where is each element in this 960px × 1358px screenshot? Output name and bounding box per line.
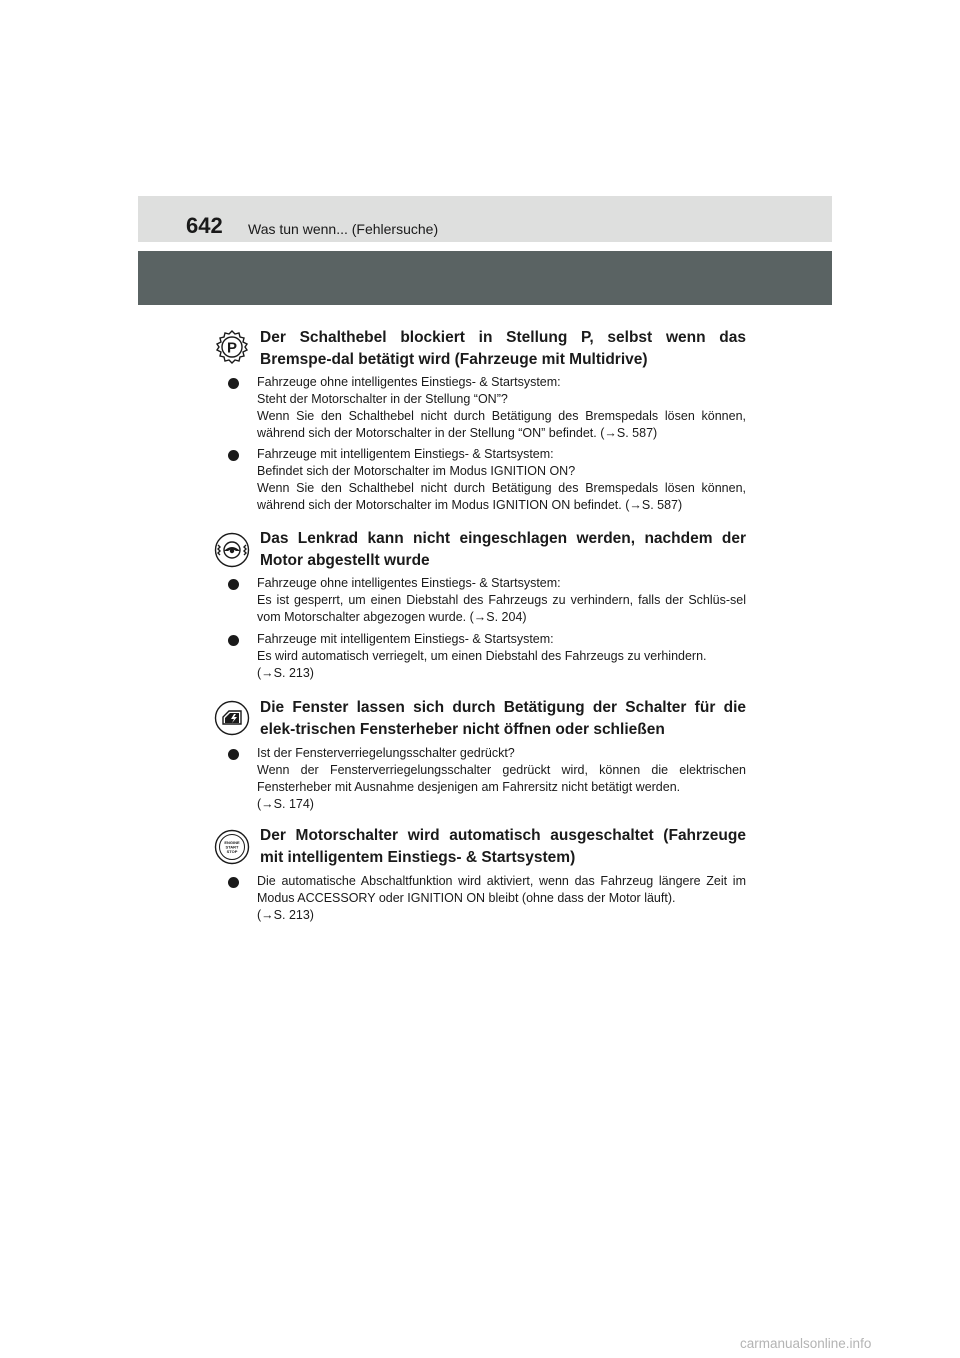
item-text (257, 745, 746, 813)
item-line: Wenn Sie den Schalthebel nicht durch Betätigung des Bremspedals lösen können, während sich der Motorschalter im Modus IGNITION ON befindet. (→S. 587) (257, 481, 746, 512)
list-item (228, 631, 746, 682)
bullet-icon (228, 749, 239, 760)
item-text (257, 446, 746, 514)
section-band (138, 251, 832, 305)
item-text (257, 873, 746, 924)
park-gear-icon (214, 329, 250, 365)
running-title: Was tun wenn... (Fehlersuche) (248, 221, 439, 237)
list-item (228, 873, 746, 924)
item-line: Wenn Sie den Schalthebel nicht durch Betätigung des Bremspedals lösen können, während sich der Motorschalter in der Stellung “ON” befindet. (→S. 587) (257, 409, 746, 440)
item-text (257, 631, 746, 682)
svg-text:P: P (226, 339, 238, 357)
item-line: Fahrzeuge mit intelligentem Einstiegs- & Startsystem: (257, 447, 554, 461)
icon-label-stop: STOP (226, 849, 238, 854)
item-line: Steht der Motorschalter in der Stellung “ON”? (257, 392, 508, 406)
item-line: Es ist gesperrt, um einen Diebstahl des Fahrzeugs zu verhindern, falls der Schlüs-sel vom Motorschalter abgezogen wurde. (→S. 204) (257, 593, 746, 624)
bullet-icon (228, 450, 239, 461)
section-title: Das Lenkrad kann nicht eingeschlagen werden, nachdem der Motor abgestellt wurde (260, 530, 746, 569)
list-item (228, 374, 746, 442)
item-line: Fahrzeuge mit intelligentem Einstiegs- & Startsystem: (257, 632, 554, 646)
item-line: (→S. 213) (257, 666, 314, 680)
section-power-windows (214, 697, 746, 819)
page-number: 642 (186, 213, 223, 238)
bullet-icon (228, 877, 239, 888)
item-line: Ist der Fensterverriegelungsschalter gedrückt? (257, 746, 515, 760)
item-line: (→S. 174) (257, 797, 314, 811)
item-line: Die automatische Abschaltfunktion wird aktiviert, wenn das Fahrzeug längere Zeit im Modus ACCESSORY oder IGNITION ON bleibt (ohne dass der Motor läuft). (257, 874, 746, 905)
list-item (228, 575, 746, 626)
bullet-icon (228, 635, 239, 646)
item-line: Fahrzeuge ohne intelligentes Einstiegs- & Startsystem: (257, 375, 561, 389)
item-line: Wenn der Fensterverriegelungsschalter gedrückt wird, können die elektrischen Fensterheber mit Ausnahme desjenigen am Fahrersitz nicht betätigt werden. (257, 763, 746, 794)
section-shift-lever (214, 327, 746, 527)
item-line: Es wird automatisch verriegelt, um einen Diebstahl des Fahrzeugs zu verhindern. (257, 649, 707, 663)
item-text (257, 374, 746, 442)
item-line: Befindet sich der Motorschalter im Modus IGNITION ON? (257, 464, 576, 478)
engine-start-stop-button-icon (214, 829, 250, 865)
list-item (228, 446, 746, 514)
bullet-icon (228, 579, 239, 590)
steering-lock-icon (214, 532, 250, 568)
section-title: Der Schalthebel blockiert in Stellung P, selbst wenn das Bremspe-dal betätigt wird (Fahrzeuge mit Multidrive) (260, 329, 746, 368)
item-line: (→S. 213) (257, 908, 314, 922)
icon-label-start: START (225, 844, 239, 850)
section-title: Der Motorschalter wird automatisch ausgeschaltet (Fahrzeuge mit intelligentem Einstiegs- & Startsystem) (260, 827, 746, 866)
list-item (228, 745, 746, 813)
bullet-icon (228, 378, 239, 389)
section-engine-switch (214, 825, 746, 935)
section-title: Die Fenster lassen sich durch Betätigung der Schalter für die elek-trischen Fensterheber nicht öffnen oder schließen (260, 699, 746, 738)
item-text (257, 575, 746, 626)
watermark: carmanualsonline.info (740, 1336, 872, 1351)
icon-label-engine: ENGINE (224, 840, 240, 845)
header-bar (138, 196, 832, 242)
power-window-icon (214, 700, 250, 736)
section-steering-wheel (214, 528, 746, 688)
item-line: Fahrzeuge ohne intelligentes Einstiegs- & Startsystem: (257, 576, 561, 590)
